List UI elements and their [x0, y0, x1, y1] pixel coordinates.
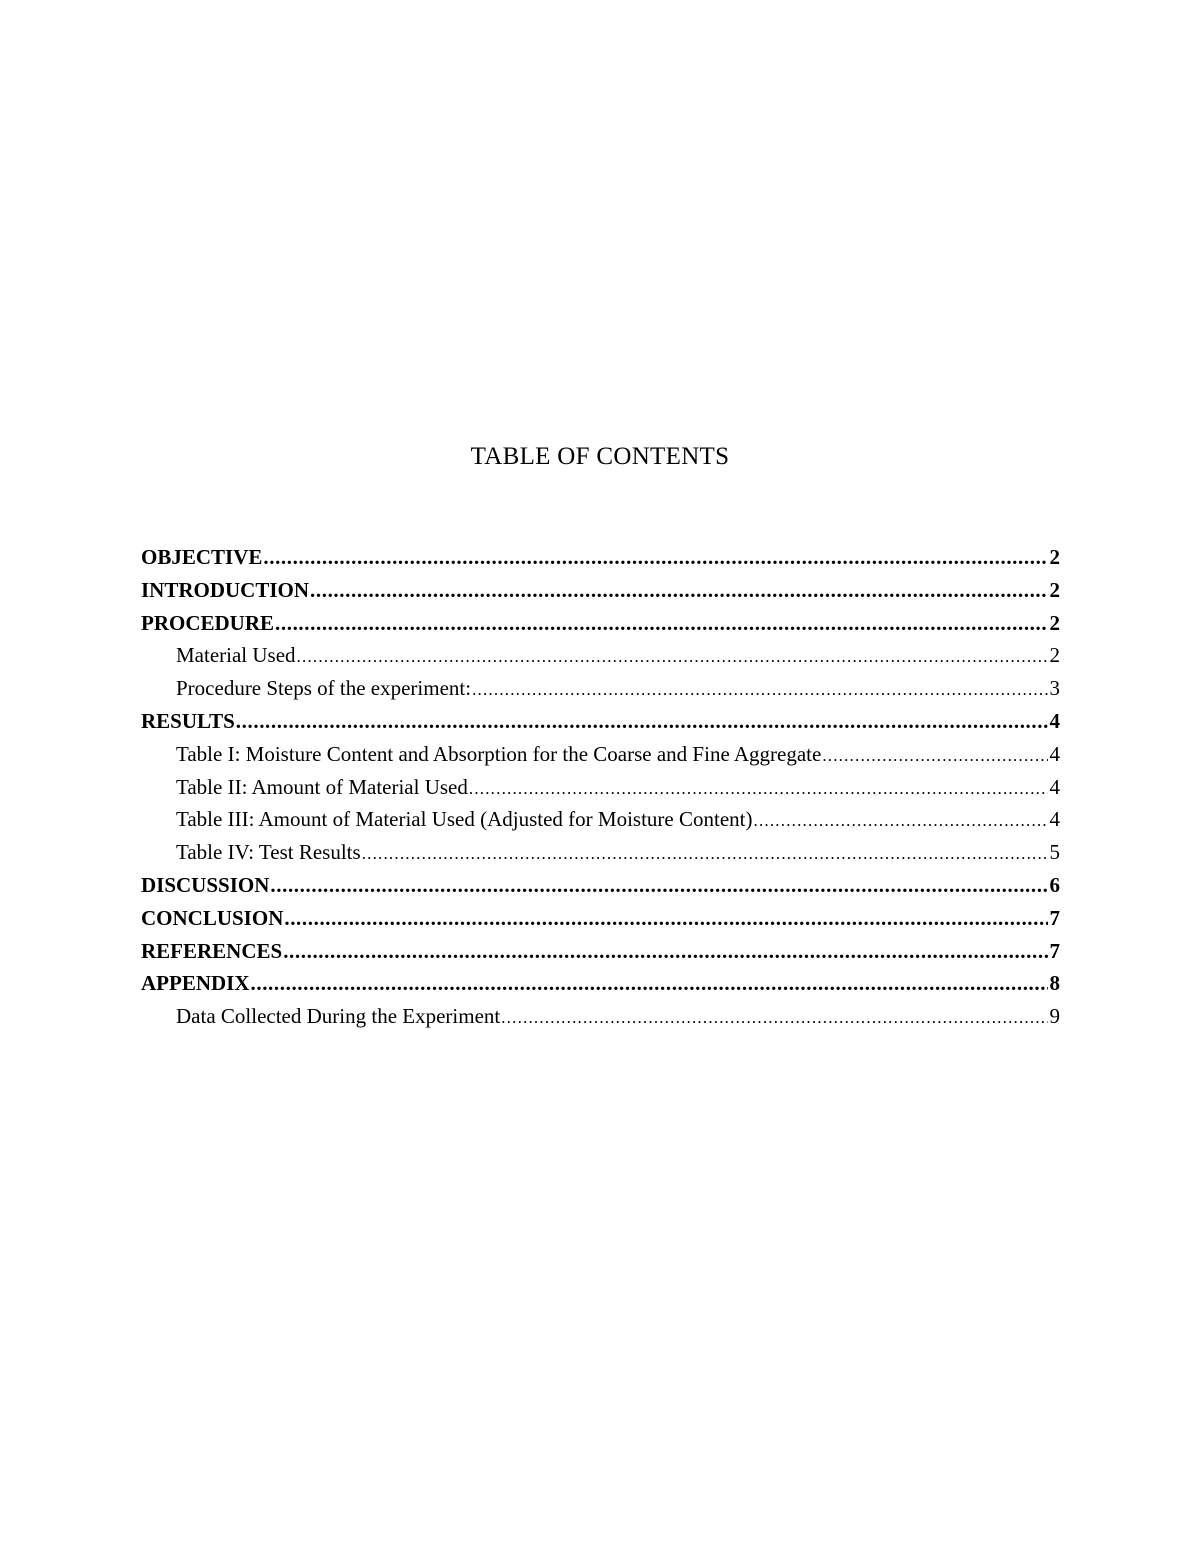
toc-entry-page-number: 4 [1049, 708, 1060, 733]
toc-entry-page-number: 7 [1049, 938, 1060, 963]
toc-dot-leader [310, 574, 1047, 607]
toc-entry-objective[interactable] [141, 541, 1060, 574]
toc-entry-page-number: 2 [1049, 545, 1060, 569]
toc-entry-page-number: 5 [1049, 840, 1060, 865]
toc-entry-results[interactable] [141, 705, 1060, 738]
toc-dot-leader [251, 967, 1048, 1000]
toc-entry-table-i[interactable] [141, 738, 1060, 771]
toc-dot-leader [236, 705, 1048, 738]
toc-entry-data-collected[interactable] [141, 1000, 1060, 1033]
toc-entry-material-used[interactable] [141, 639, 1060, 672]
toc-entry-table-iv[interactable] [141, 836, 1060, 869]
toc-entry-label: Table III: Amount of Material Used (Adjusted for Moisture Content) [176, 807, 753, 832]
toc-entry-procedure-steps[interactable] [141, 672, 1060, 705]
toc-entry-page-number: 2 [1049, 643, 1060, 668]
toc-entry-page-number: 8 [1049, 971, 1060, 996]
toc-entry-page-number: 4 [1049, 774, 1060, 799]
toc-entry-appendix[interactable] [141, 967, 1060, 1000]
toc-entry-label: INTRODUCTION [141, 577, 310, 602]
toc-dot-leader [284, 902, 1047, 935]
toc-entry-label: DISCUSSION [141, 872, 270, 897]
toc-entry-page-number: 4 [1049, 741, 1060, 766]
toc-entry-label: PROCEDURE [141, 610, 275, 635]
toc-entry-label: RESULTS [141, 708, 235, 733]
toc-entry-page-number: 3 [1049, 676, 1060, 701]
toc-entry-label: REFERENCES [141, 938, 283, 963]
toc-dot-leader [469, 773, 1048, 804]
toc-dot-leader [362, 838, 1048, 869]
toc-entry-label: Table IV: Test Results [176, 840, 361, 865]
toc-entry-label: Table I: Moisture Content and Absorption for the Coarse and Fine Aggregate [176, 741, 822, 766]
toc-dot-leader [275, 607, 1047, 640]
toc-dot-leader [501, 1002, 1047, 1033]
toc-entry-label: Data Collected During the Experiment [176, 1004, 501, 1029]
toc-entry-page-number: 9 [1049, 1004, 1060, 1029]
toc-entry-introduction[interactable] [141, 574, 1060, 607]
toc-dot-leader [822, 740, 1047, 771]
toc-dot-leader [754, 805, 1048, 836]
toc-dot-leader [472, 674, 1047, 705]
toc-dot-leader [297, 641, 1048, 672]
toc-entry-label: Procedure Steps of the experiment: [176, 676, 472, 701]
toc-entry-conclusion[interactable] [141, 902, 1060, 935]
toc-entry-discussion[interactable] [141, 869, 1060, 902]
toc-entry-label: APPENDIX [141, 971, 250, 996]
toc-entry-page-number: 4 [1049, 807, 1060, 832]
toc-dot-leader [263, 541, 1047, 574]
toc-entry-table-iii[interactable] [141, 803, 1060, 836]
toc-entry-page-number: 6 [1049, 872, 1060, 897]
toc-entry-label: CONCLUSION [141, 905, 284, 930]
toc-dot-leader [283, 935, 1047, 968]
toc-entry-page-number: 2 [1049, 577, 1060, 602]
toc-entry-references[interactable] [141, 935, 1060, 968]
toc-entry-page-number: 2 [1049, 610, 1060, 635]
toc-entry-procedure[interactable] [141, 607, 1060, 640]
toc-title: TABLE OF CONTENTS [470, 443, 730, 470]
toc-entry-label: Table II: Amount of Material Used [176, 774, 468, 799]
toc-dot-leader [270, 869, 1047, 902]
toc-entry-page-number: 7 [1049, 905, 1060, 930]
toc-entry-table-ii[interactable] [141, 771, 1060, 804]
toc-entry-label: Material Used [176, 643, 296, 668]
toc-list [141, 541, 1060, 1033]
toc-entry-label: OBJECTIVE [141, 545, 263, 569]
